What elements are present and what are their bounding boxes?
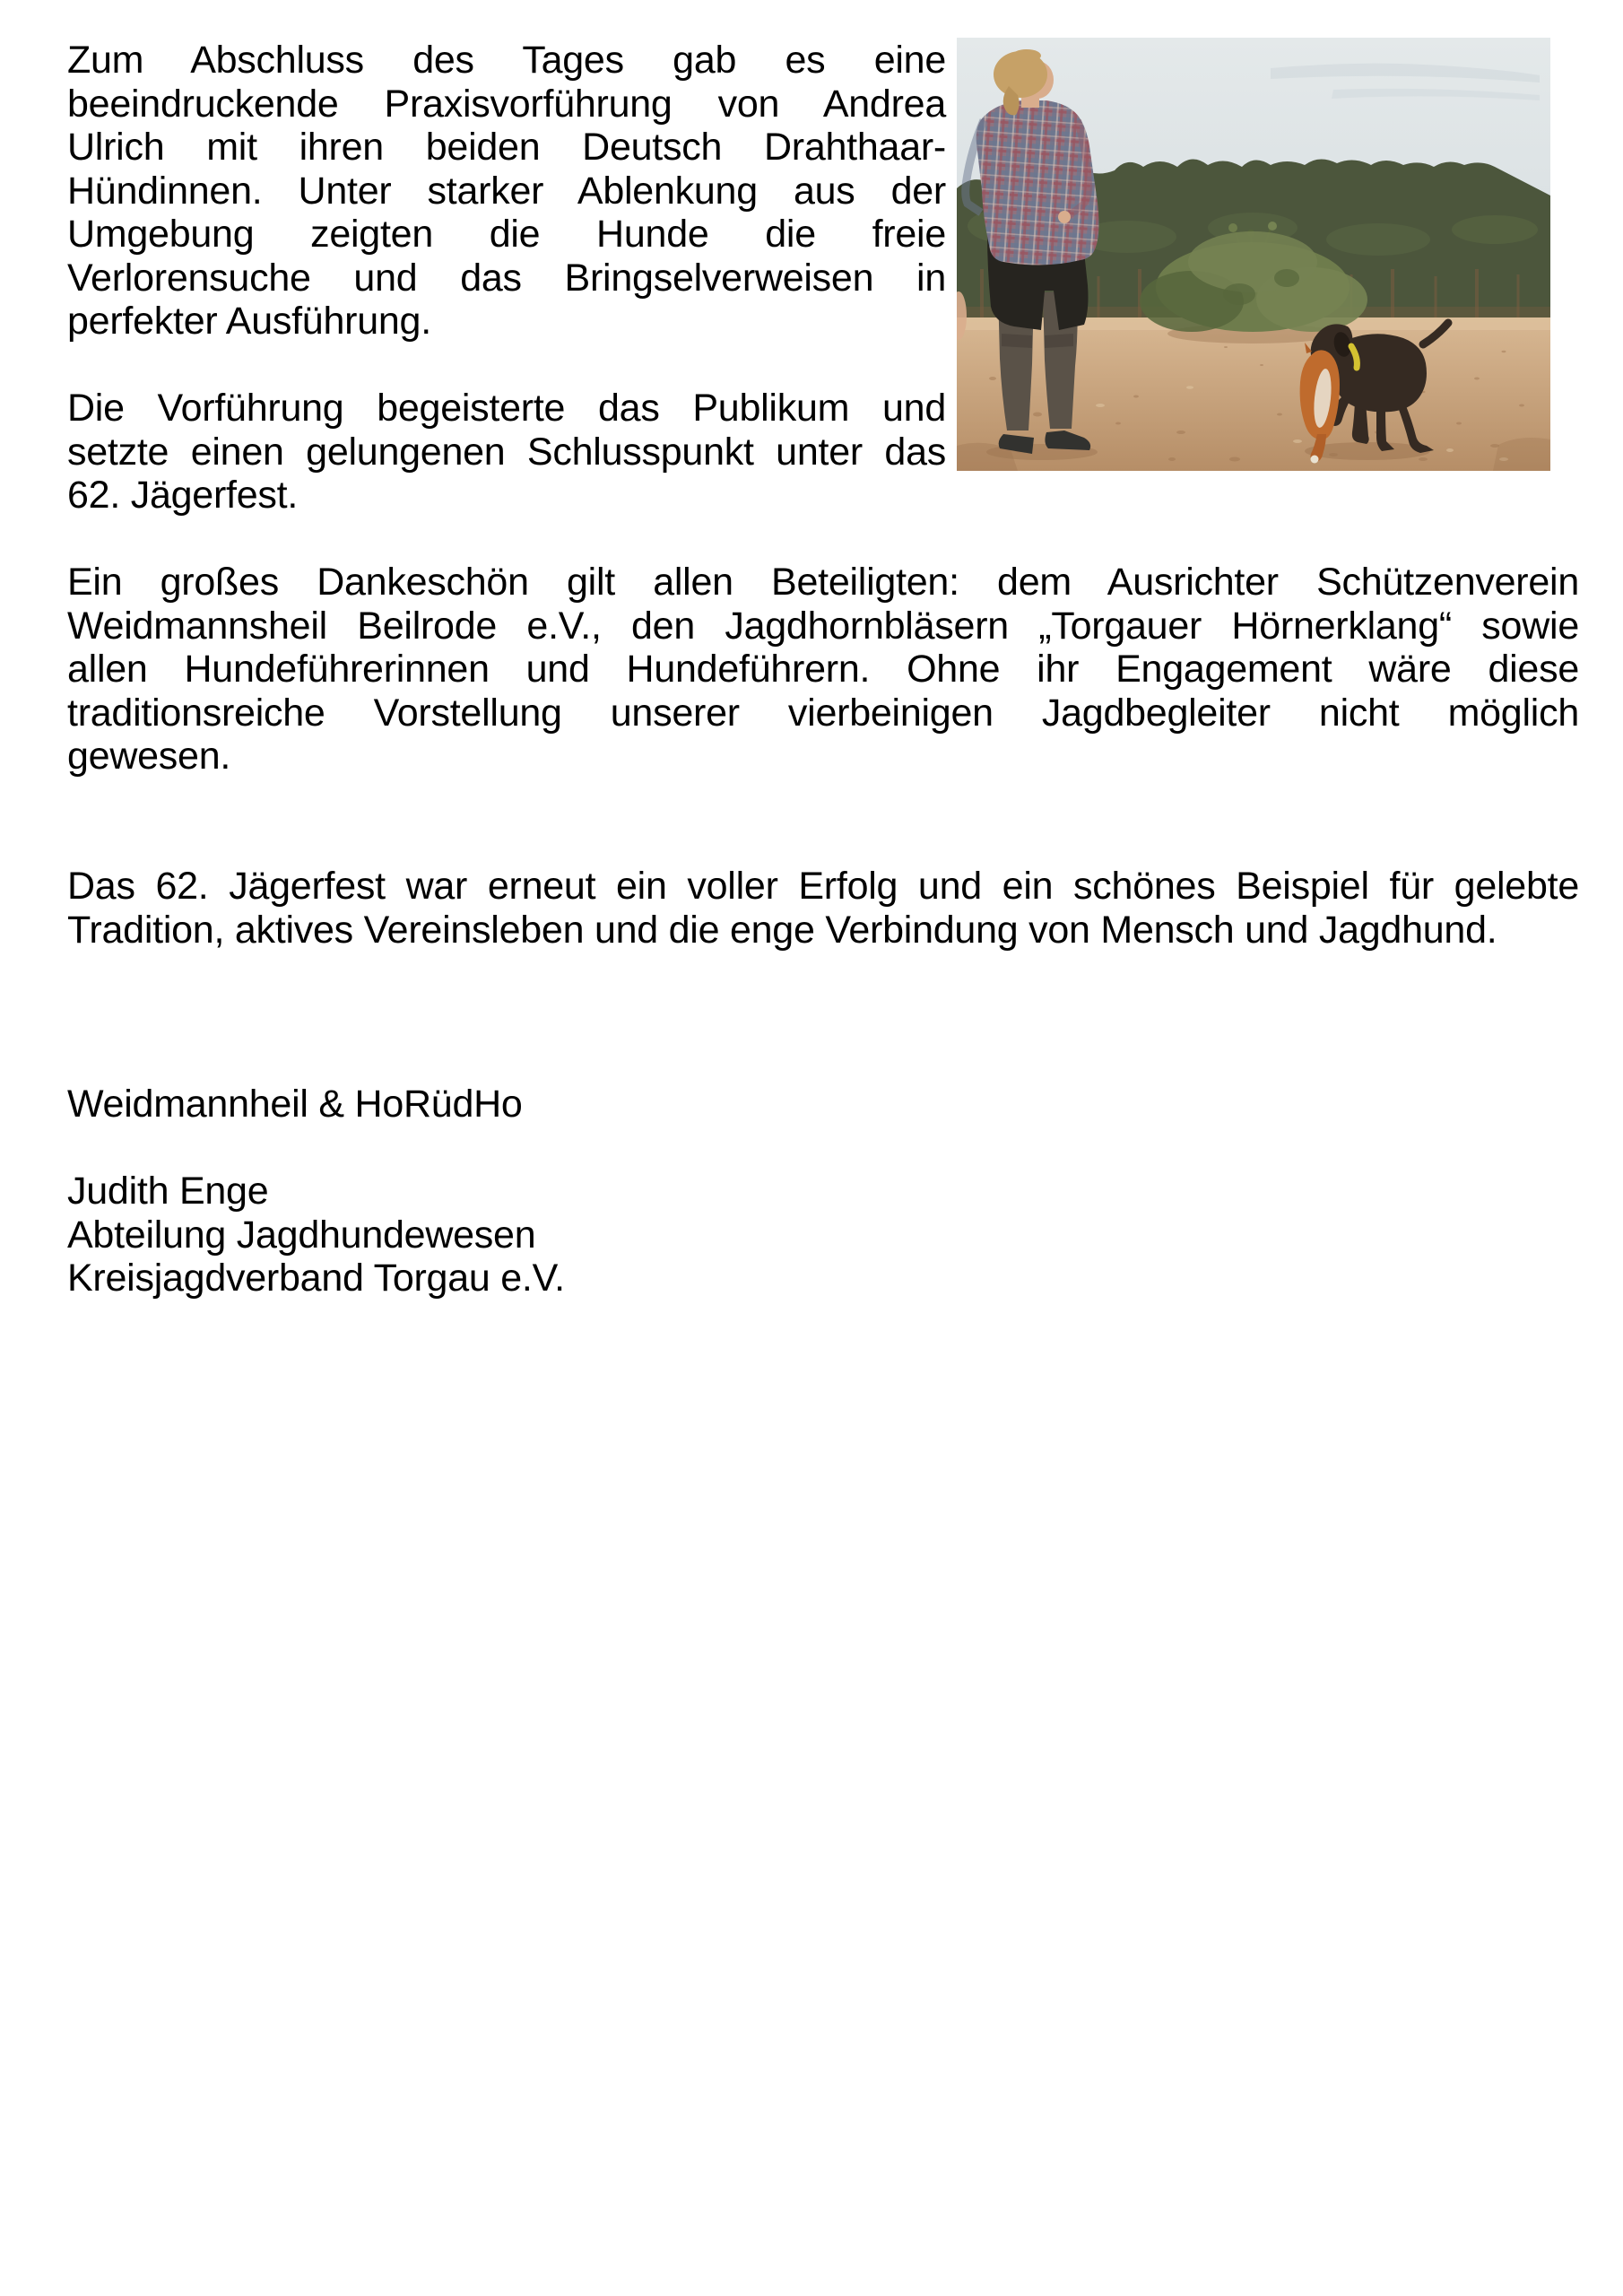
text-line: Umgebung zeigten die Hunde die freie bbox=[67, 213, 946, 256]
signature-organisation: Kreisjagdverband Torgau e.V. bbox=[67, 1257, 565, 1300]
signature-department: Abteilung Jagdhundewesen bbox=[67, 1213, 536, 1257]
text-line: perfekter Ausführung. bbox=[67, 300, 431, 343]
signature-block bbox=[67, 1170, 1579, 1300]
photo-illustration bbox=[957, 38, 1550, 471]
text-line: Weidmannheil & HoRüdHo bbox=[67, 1083, 523, 1126]
text-line: Hündinnen. Unter starker Ablenkung aus der bbox=[67, 169, 946, 213]
text-line: traditionsreiche Vorstellung unserer vierbeinigen Jagdbegleiter nicht möglich bbox=[67, 691, 1579, 735]
paragraph-4 bbox=[67, 865, 1579, 952]
closing-salutation bbox=[67, 1083, 1579, 1126]
text-line: Zum Abschluss des Tages gab es eine bbox=[67, 39, 946, 82]
text-line: Tradition, aktives Vereinsleben und die enge Verbindung von Mensch und Jagdhund. bbox=[67, 908, 1497, 952]
text-line: Ulrich mit ihren beiden Deutsch Drahthaar- bbox=[67, 126, 946, 169]
text-line: beeindruckende Praxisvorführung von Andrea bbox=[67, 82, 946, 126]
text-line: allen Hundeführerinnen und Hundeführern. Ohne ihr Engagement wäre diese bbox=[67, 648, 1579, 691]
text-line: Das 62. Jägerfest war erneut ein voller Erfolg und ein schönes Beispiel für gelebte bbox=[67, 865, 1579, 908]
text-line: 62. Jägerfest. bbox=[67, 474, 299, 517]
paragraph-3 bbox=[67, 561, 1579, 778]
text-line: setzte einen gelungenen Schlusspunkt unter das bbox=[67, 430, 946, 474]
signature-name: Judith Enge bbox=[67, 1170, 269, 1213]
paragraph-2 bbox=[67, 387, 946, 517]
text-line: Verlorensuche und das Bringselverweisen in bbox=[67, 256, 946, 300]
text-line: gewesen. bbox=[67, 735, 231, 778]
paragraph-1 bbox=[67, 39, 946, 344]
text-line: Die Vorführung begeisterte das Publikum und bbox=[67, 387, 946, 430]
text-line: Ein großes Dankeschön gilt allen Beteiligten: dem Ausrichter Schützenverein bbox=[67, 561, 1579, 604]
text-line: Weidmannsheil Beilrode e.V., den Jagdhornbläsern „Torgauer Hörnerklang“ sowie bbox=[67, 604, 1579, 648]
article-photo bbox=[957, 38, 1550, 471]
